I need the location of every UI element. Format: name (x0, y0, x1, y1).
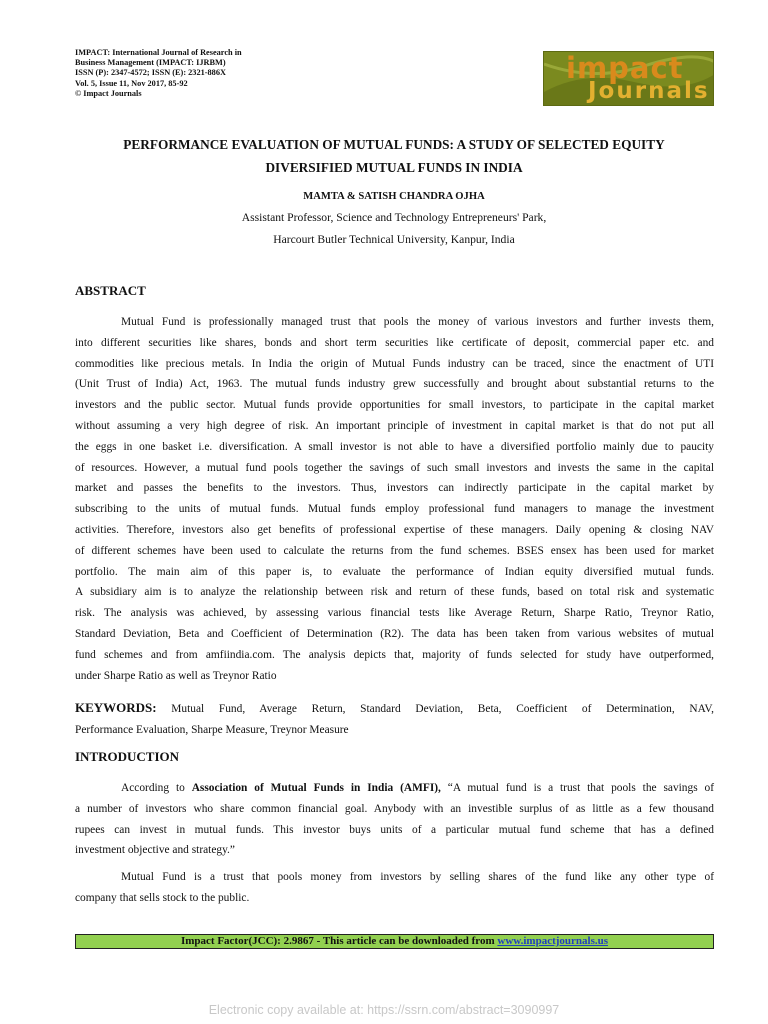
abstract-heading: ABSTRACT (75, 283, 146, 298)
affiliation-line1: Assistant Professor, Science and Technology Entrepreneurs' Park, (241, 211, 547, 224)
intro-p1-pre: According to (121, 782, 192, 794)
ssrn-footer: Electronic copy available at: https://ssrn.com/abstract=3090997 (208, 1003, 560, 1017)
journal-name-line1: IMPACT: International Journal of Research in (75, 48, 242, 57)
journal-volume: Vol. 5, Issue 11, Nov 2017, 85-92 (75, 78, 188, 88)
logo-word-journals: Journals (588, 78, 710, 104)
keywords-block (75, 697, 714, 741)
journal-name-line2: Business Management (IMPACT: IJRBM) (75, 58, 226, 68)
abstract-line: under Sharpe Ratio as well as Treynor Ratio (75, 669, 277, 682)
abstract-line: market and passes the benefits to the investors. Thus, investors can indirectly participate in the capital market by (75, 482, 714, 495)
affiliation-line2: Harcourt Butler Technical University, Kanpur, India (273, 233, 515, 246)
intro-line: rupees can invest in mutual funds. This investor buys units of a particular mutual fund scheme that has a defined (75, 823, 714, 836)
abstract-line: portfolio. The main aim of this paper is, to evaluate the performance of Indian equity diversified mutual funds. (75, 565, 714, 578)
impact-factor-text: Impact Factor(JCC): 2.9867 - This article can be downloaded from (180, 935, 498, 947)
keywords-line1: Mutual Fund, Average Return, Standard Deviation, Beta, Coefficient of Determination, NAV, (156, 703, 714, 715)
abstract-line: activities. Therefore, investors also get benefits of professional expertise of these managers. Daily opening & closing NAV (75, 523, 714, 536)
intro-line: Mutual Fund is a trust that pools money from investors by selling shares of the fund like any other type of (121, 871, 714, 883)
authors: MAMTA & SATISH CHANDRA OJHA (303, 191, 485, 202)
abstract-line: of different schemes have been used to calculate the returns from the fund schemes. BSES ensex has been used for market (75, 544, 714, 557)
paper-title-line1: PERFORMANCE EVALUATION OF MUTUAL FUNDS: A STUDY OF SELECTED EQUITY (123, 137, 665, 152)
abstract-line: A subsidiary aim is to analyze the relationship between risk and return of these funds, based on total risk and systematic (75, 586, 714, 599)
journal-issn: ISSN (P): 2347-4572; ISSN (E): 2321-886X (75, 68, 226, 78)
abstract-line: risk. The analysis was achieved, by assessing various financial tests like Average Return, Sharpe Ratio, Treynor Ratio, (75, 607, 714, 620)
intro-line: a number of investors who share common financial goal. Anybody with an investible surplus of as little as a few thousand (75, 802, 714, 815)
abstract-line: commodities like precious metals. In India the origin of Mutual Funds industry can be traced, since the enactment of UTI (75, 357, 714, 370)
keywords-label: KEYWORDS: (75, 700, 157, 715)
abstract-line: into different securities like shares, bonds and short term securities like certificate of deposit, commercial paper etc. and (75, 336, 714, 349)
abstract-line: subscribing to the units of mutual funds. Mutual funds employ professional fund managers to manage the investment (75, 503, 714, 516)
abstract-line: Mutual Fund is professionally managed trust that pools the money of various investors and further invests them, (121, 316, 714, 328)
intro-line: company that sells stock to the public. (75, 891, 250, 904)
journal-copyright: © Impact Journals (75, 88, 142, 98)
journal-header (75, 48, 405, 99)
introduction-paragraph-2 (75, 867, 714, 909)
impact-journals-logo (543, 51, 714, 106)
abstract-line: without assuming a very high degree of risk. An important principle of investment in capital market is that do not put all (75, 419, 714, 432)
amfi-bold: Association of Mutual Funds in India (AMFI), (191, 782, 441, 794)
abstract-line: (Unit Trust of India) Act, 1963. The mutual funds industry grew successfully and brought about substantial returns to the (75, 378, 714, 391)
paper-title-line2: DIVERSIFIED MUTUAL FUNDS IN INDIA (265, 160, 523, 175)
impact-factor-bar (75, 934, 714, 949)
impactjournals-link[interactable]: www.impactjournals.us (497, 935, 609, 947)
logo-word-impact: impact (566, 51, 684, 85)
abstract-line: Standard Deviation, Beta and Coefficient of Determination (R2). The data has been taken from various websites of mutual (75, 627, 714, 640)
abstract-line: the eggs in one basket i.e. diversification. A small investor is not able to have a diversified portfolio mainly due to paucity (75, 440, 714, 453)
abstract-line: fund schemes and from amfiindia.com. The analysis depicts that, majority of funds selected for study have outperformed, (75, 648, 714, 661)
abstract-body (75, 312, 714, 686)
introduction-paragraph-1 (75, 778, 714, 861)
abstract-line: of resources. However, a mutual fund pools together the savings of such small investors and invests the same in the capital (75, 461, 714, 474)
keywords-line2: Performance Evaluation, Sharpe Measure, Treynor Measure (75, 724, 349, 736)
intro-p1-rest: “A mutual fund is a trust that pools the savings of (440, 782, 714, 794)
intro-line: investment objective and strategy.” (75, 844, 235, 857)
abstract-line: investors and the public sector. Mutual funds provide opportunities for small investors, to participate in the capital market (75, 399, 714, 412)
introduction-heading: INTRODUCTION (75, 749, 180, 764)
